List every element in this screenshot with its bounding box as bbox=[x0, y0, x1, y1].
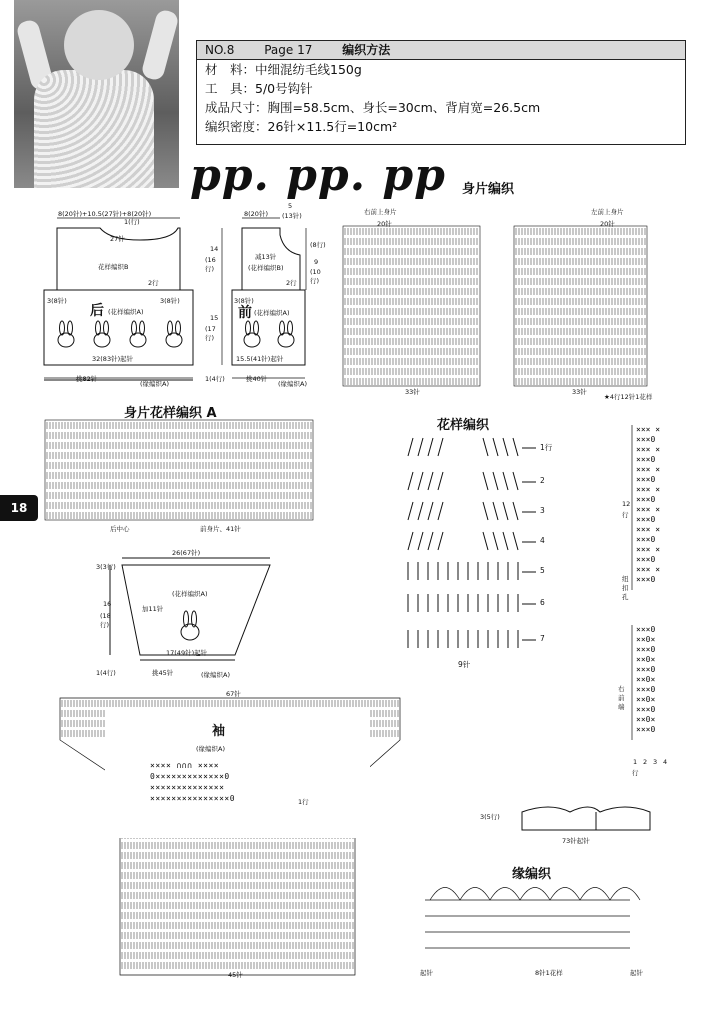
sleeve-top-st: 67针 bbox=[226, 690, 241, 698]
button-band-stitches: ××× × ×××0 ××× × ×××0 ××× × ×××0 ××× × ×××0 ××× × ×××0 ××× × ×××0 ××× × ×××0 ××× × ×××0 ×××0 ××0× ×××0 ××0× ×××0 ××0× ×××0 ××0× ×××0 ××0× ×××0 bbox=[636, 425, 661, 734]
sleeve-bottom-st: 45针 bbox=[228, 971, 243, 979]
material-line: 材 料：中细混纺毛线150g bbox=[205, 62, 362, 77]
sleeve-piece-add: 加11针 bbox=[142, 605, 164, 613]
button-num-2: 2 bbox=[643, 758, 648, 766]
sleeve-piece-pattern: (花样编织A) bbox=[172, 590, 208, 598]
sleeve-piece-h18: (18行) bbox=[100, 612, 111, 629]
back-three-right: 3(8针) bbox=[160, 297, 180, 305]
flower-row-label: 5 bbox=[540, 566, 545, 575]
sleeve-piece-edge: (缘编织A) bbox=[201, 671, 231, 679]
edge-three: 3(5行) bbox=[480, 813, 500, 821]
right-front-edge-label: 右前端 bbox=[618, 685, 625, 711]
edge-shape bbox=[522, 807, 650, 830]
repeat-note: ★4行12针1花样 bbox=[604, 393, 653, 401]
sleeve-piece-three: 3(3行) bbox=[96, 563, 116, 571]
front-three: 3(8针) bbox=[234, 297, 254, 305]
button-hole-label: 纽扣孔 bbox=[622, 575, 629, 601]
flower-row-label: 1行 bbox=[540, 443, 553, 452]
back-neck: 27针 bbox=[110, 235, 125, 243]
left-front-33st: 33针 bbox=[572, 388, 587, 396]
front-h15: 15 bbox=[210, 314, 219, 322]
right-front-label: 右前上身片 bbox=[364, 208, 397, 216]
button-num-1: 1 bbox=[633, 758, 638, 766]
edge-bottom: 8针1花样 bbox=[535, 969, 563, 977]
page-number: 18 bbox=[0, 495, 38, 521]
front-two-rows: 2行 bbox=[286, 279, 297, 287]
page-reference: Page 17 bbox=[264, 43, 313, 57]
right-front-33st: 33针 bbox=[405, 388, 420, 396]
sleeve-piece-one: 1(4行) bbox=[96, 669, 116, 677]
edge-cast: 73针起针 bbox=[562, 837, 590, 845]
button-row: 行 bbox=[622, 511, 629, 519]
front-cast-on: 15.5(41针)起针 bbox=[236, 355, 284, 363]
front-h14: 14 bbox=[210, 245, 219, 253]
sleeve-piece-h16: 16 bbox=[103, 600, 112, 608]
front-r9: 9 bbox=[314, 258, 319, 266]
front-h16: (16行) bbox=[205, 256, 216, 273]
front-bottom: 挑40针 bbox=[246, 375, 268, 383]
front-pattern-b: (花样编织B) bbox=[248, 264, 284, 272]
sleeve-edge: (缘编织A) bbox=[196, 745, 226, 753]
button-twelve: 12 bbox=[622, 500, 631, 508]
front-top: 8(20针) bbox=[244, 210, 268, 218]
brand-logo: pp. pp. pp bbox=[190, 150, 446, 201]
sleeve-piece-bottom: 挑45针 bbox=[152, 669, 174, 677]
back-top-dims: 8(20针)+10.5(27针)+8(20针) bbox=[58, 210, 152, 218]
sleeve-title: 袖 bbox=[212, 724, 226, 739]
edge-chart bbox=[425, 888, 640, 949]
back-cast-on: 32(83针)起针 bbox=[92, 355, 134, 363]
back-three-left: 3(8针) bbox=[47, 297, 67, 305]
flower-row-label: 2 bbox=[540, 476, 545, 485]
flower-chart bbox=[408, 438, 536, 648]
sleeve-piece-cast: 17(49针)起针 bbox=[166, 649, 208, 657]
button-row-label: 行 bbox=[632, 769, 639, 777]
flower-row-label: 7 bbox=[540, 634, 545, 643]
front-five: 5 bbox=[288, 202, 293, 210]
back-title: 后 bbox=[90, 303, 104, 319]
stitch-rows bbox=[47, 228, 648, 969]
sleeve-piece-top: 26(67针) bbox=[172, 549, 201, 557]
edge-start-right: 起针 bbox=[630, 969, 643, 977]
pattern-a-title: 身片花样编织 A bbox=[124, 406, 217, 421]
right-front-chart bbox=[343, 226, 480, 386]
flower-row-label: 4 bbox=[540, 536, 545, 545]
left-front-20st: 20针 bbox=[600, 220, 615, 228]
front-pattern-a: (花样编织A) bbox=[254, 309, 290, 317]
method-title: 编织方法 bbox=[342, 43, 391, 57]
front-one-row: 1(4行) bbox=[205, 375, 225, 383]
front-r8: (8行) bbox=[310, 241, 326, 249]
front-r10: (10行) bbox=[310, 268, 321, 285]
flower-row-label: 3 bbox=[540, 506, 545, 515]
back-one-row: 1(行) bbox=[124, 218, 140, 226]
front-edge: (缘编织A) bbox=[278, 380, 308, 388]
edge-title: 缘编织 bbox=[512, 867, 552, 882]
back-pattern-a: (花样编织A) bbox=[108, 308, 144, 316]
front-title: 前 bbox=[238, 305, 252, 321]
body-section-title: 身片编织 bbox=[462, 182, 515, 197]
button-num-4: 4 bbox=[663, 758, 668, 766]
button-num-3: 3 bbox=[653, 758, 658, 766]
left-front-label: 左前上身片 bbox=[591, 208, 624, 216]
front-thirteen: (13针) bbox=[282, 212, 302, 220]
gauge-line: 编织密度：26针×11.5行=10cm² bbox=[205, 119, 398, 134]
size-line: 成品尺寸：胸围=58.5cm、身长=30cm、背肩宽=26.5cm bbox=[205, 100, 541, 115]
front-h17: (17行) bbox=[205, 325, 216, 342]
flower-title: 花样编织 bbox=[437, 418, 490, 433]
edge-start-left: 起针 bbox=[420, 969, 433, 977]
back-bottom: 挑82针 bbox=[76, 375, 98, 383]
pattern-a-front: 前身片、41针 bbox=[200, 525, 241, 533]
item-number: NO.8 bbox=[205, 43, 235, 57]
flower-nine-st: 9针 bbox=[458, 660, 471, 669]
sleeve-piece-outline bbox=[110, 558, 270, 660]
back-two-rows: 2行 bbox=[148, 279, 159, 287]
back-edge: (缘编织A) bbox=[140, 380, 170, 388]
sleeve-edge-motif: ×××× ∩∩∩ ×××× 0×××××××××××××0 ×××××××××××××× ×××××××××××××××0 bbox=[150, 761, 236, 803]
sleeve-one-row: 1行 bbox=[298, 798, 309, 806]
right-front-20st: 20针 bbox=[377, 220, 392, 228]
pattern-a-back-center: 后中心 bbox=[110, 525, 130, 533]
front-dec: 减13针 bbox=[255, 253, 277, 261]
tool-line: 工 具：5/0号钩针 bbox=[205, 81, 313, 96]
flower-row-label: 6 bbox=[540, 598, 545, 607]
back-pattern-b: 花样编织B bbox=[98, 263, 129, 271]
